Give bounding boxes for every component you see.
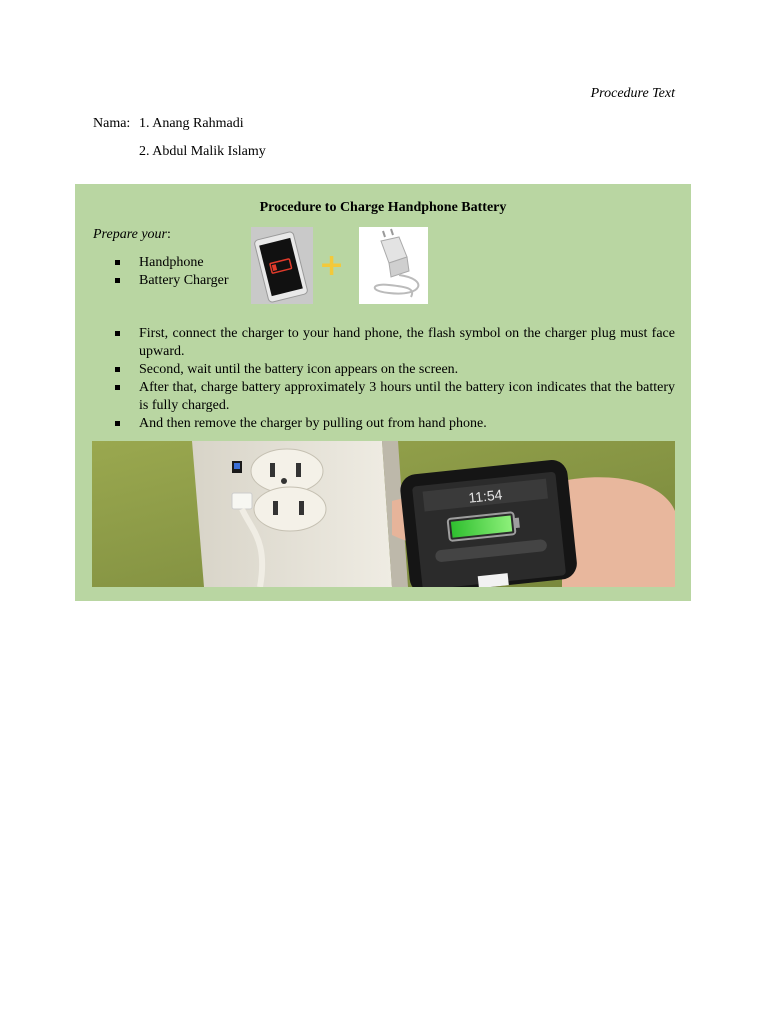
prepare-heading-italic: Prepare your [93, 227, 167, 242]
document-type: Procedure Text [590, 86, 675, 101]
charging-photo [92, 441, 675, 587]
list-item [115, 415, 675, 433]
author-label: Nama: [93, 116, 131, 131]
charger-image [359, 227, 428, 304]
prepare-heading-colon: : [167, 227, 171, 242]
list-item [115, 254, 229, 272]
bullet-icon [115, 385, 120, 390]
bullet-icon [115, 278, 120, 283]
step-text: And then remove the charger by pulling out from hand phone. [139, 416, 487, 431]
steps-list [115, 325, 675, 433]
bullet-icon [115, 331, 120, 336]
material-text: Battery Charger [139, 273, 229, 288]
list-item [115, 361, 675, 379]
step-text: First, connect the charger to your hand phone, the flash symbol on the charger plug must face upward. [139, 326, 675, 359]
author-name-1: 1. Anang Rahmadi [139, 116, 244, 131]
list-item [115, 325, 675, 361]
phone-clock-text: 11:54 [467, 486, 504, 506]
material-text: Handphone [139, 255, 204, 270]
materials-list [115, 254, 229, 290]
bullet-icon [115, 421, 120, 426]
procedure-panel [75, 184, 691, 601]
list-item [115, 379, 675, 415]
low-battery-phone-image [251, 227, 313, 304]
bullet-icon [115, 260, 120, 265]
step-text: After that, charge battery approximately 3 hours until the battery icon indicates that the battery is fully charged. [139, 380, 675, 413]
author-list [93, 115, 266, 161]
plus-icon: + [319, 248, 345, 283]
procedure-title: Procedure to Charge Handphone Battery [259, 200, 507, 215]
prepare-heading [93, 227, 171, 243]
bullet-icon [115, 367, 120, 372]
author-name-2: 2. Abdul Malik Islamy [139, 144, 266, 159]
list-item [115, 272, 229, 290]
step-text: Second, wait until the battery icon appears on the screen. [139, 362, 459, 377]
